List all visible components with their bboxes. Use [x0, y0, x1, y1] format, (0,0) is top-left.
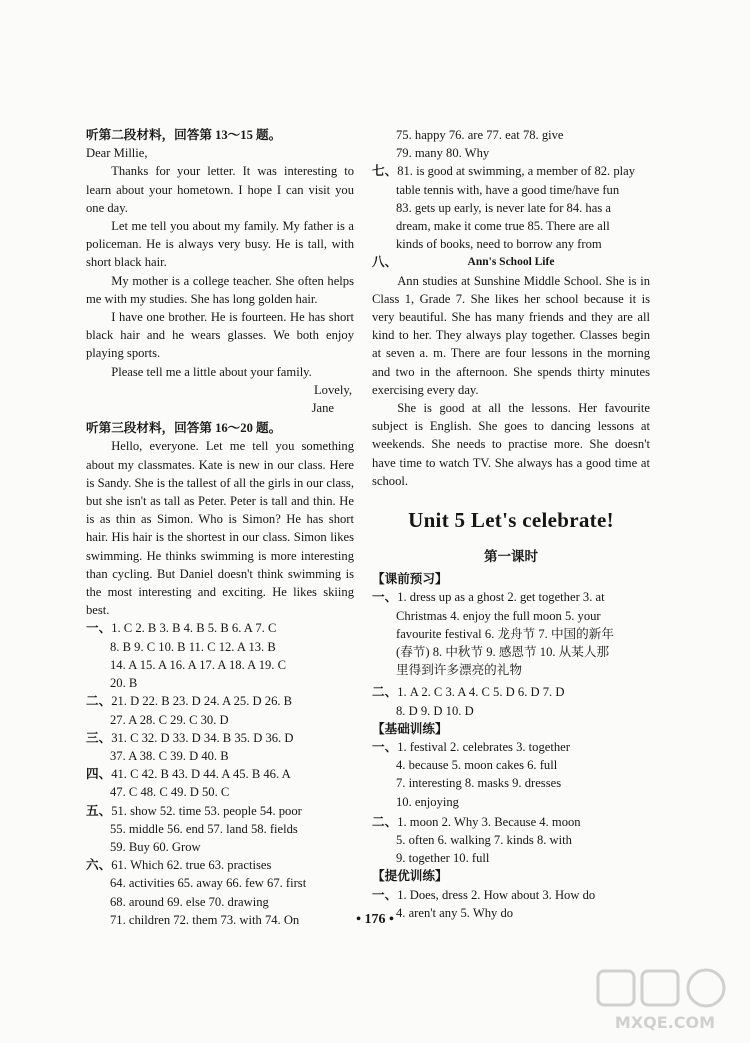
answer-line: 4. aren't any 5. Why do — [396, 905, 514, 920]
answer-line: (春节) 8. 中秋节 9. 感恩节 10. 从某人那 — [396, 645, 610, 660]
letter-signature: Jane — [311, 401, 334, 416]
lesson-title: 第一课时 — [484, 549, 538, 564]
answer-line: 59. Buy 60. Grow — [110, 839, 201, 854]
answer-line: 75. happy 76. are 77. eat 78. give — [396, 128, 564, 142]
unit-title: Unit 5 Let's celebrate! — [408, 508, 614, 532]
preview-box-heading: 【课前预习】 — [372, 572, 448, 587]
answer-line: 64. activities 65. away 66. few 67. first — [110, 876, 307, 891]
answer-line: 七、81. is good at swimming, a member of 82. play — [372, 164, 636, 179]
answer-line: 8. D 9. D 10. D — [396, 703, 474, 718]
answer-group — [86, 729, 354, 765]
answer-line: favourite festival 6. 龙舟节 7. 中国的新年 — [396, 626, 614, 641]
answer-line: 六、61. Which 62. true 63. practises — [86, 858, 272, 873]
answer-line: table tennis with, have a good time/have fun — [396, 182, 620, 197]
letter-paragraph: My mother is a college teacher. She often helps me with my studies. She has long golden hair. — [86, 273, 354, 306]
letter-greeting: Dear Millie, — [86, 146, 148, 161]
letter-paragraph: Let me tell you about my family. My father is a policeman. He is always very busy. He is tall, with short black hair. — [86, 219, 354, 270]
answer-line: 10. enjoying — [396, 794, 459, 809]
answer-line: 三、31. C 32. D 33. D 34. B 35. D 36. D — [86, 730, 294, 745]
essay-paragraph: Ann studies at Sunshine Middle School. She is in Class 1, Grade 7. She likes her school because it is very beautiful. She has many friends and they are all kind to her. They always play together. Classes begin at seven a. m. There are four lessons in the morning and two in the afternoon. She spends thirty minutes exercising every day. — [372, 273, 650, 397]
speech-text: Hello, everyone. Let me tell you something about my classmates. Kate is new in our class. Here is Sandy. She is the tallest of all the girls in our class, but she isn't as tall as Peter. Peter is tall and thin. He is as thin as Simon. Who is Simon? He has short hair. His hair is the shortest in our class. Simon likes swimming. He thinks swimming is more interesting than cycling. But Daniel doesn't think swimming is the most interesting and exciting. He likes skiing best. — [86, 439, 354, 618]
answer-group-7 — [372, 162, 650, 253]
advance-box-heading: 【提优训练】 — [372, 869, 448, 884]
answer-line: 79. many 80. Why — [396, 146, 490, 161]
letter-paragraph: Please tell me a little about your family. — [111, 364, 312, 379]
answer-line: kinds of books, need to borrow any from — [396, 237, 602, 252]
answer-line: 8. B 9. C 10. B 11. C 12. A 13. B — [110, 639, 276, 654]
letter-paragraph: I have one brother. He is fourteen. He has short black hair and he wears glasses. We both enjoy playing sports. — [86, 310, 354, 361]
answer-line: 37. A 38. C 39. D 40. B — [110, 748, 229, 763]
answer-line: 一、1. Does, dress 2. How about 3. How do — [372, 887, 596, 902]
right-column-bottom — [372, 540, 650, 922]
answer-line: 四、41. C 42. B 43. D 44. A 45. B 46. A — [86, 767, 291, 782]
page-number: • 176 • — [356, 912, 394, 927]
answer-line: 一、1. festival 2. celebrates 3. together — [372, 740, 570, 755]
answer-line: 二、21. D 22. B 23. D 24. A 25. D 26. B — [86, 694, 293, 709]
answer-line: 5. often 6. walking 7. kinds 8. with — [396, 833, 572, 848]
watermark-icon — [590, 965, 740, 1035]
answer-line: 一、1. C 2. B 3. B 4. B 5. B 6. A 7. C — [86, 621, 277, 636]
answer-line: 47. C 48. C 49. D 50. C — [110, 785, 230, 800]
answers-block — [86, 619, 354, 928]
answer-group-8-header: 八、 Ann's School Life — [372, 253, 650, 271]
answer-line: 27. A 28. C 29. C 30. D — [110, 712, 229, 727]
answer-line: Christmas 4. enjoy the full moon 5. your — [396, 608, 601, 623]
answer-line: 7. interesting 8. masks 9. dresses — [396, 776, 562, 791]
answer-group — [372, 738, 650, 811]
left-column — [86, 126, 354, 929]
answer-line: dream, make it come true 85. There are all — [396, 219, 610, 234]
right-column-top — [372, 126, 650, 490]
essay-title: Ann's School Life — [467, 256, 555, 269]
watermark-logo — [590, 965, 740, 1035]
answer-line: 68. around 69. else 70. drawing — [110, 894, 269, 909]
section-heading-3: 听第三段材料，回答第 16～20 题。 — [86, 421, 282, 436]
basic-box-heading: 【基础训练】 — [372, 721, 448, 736]
answer-line: 一、1. dress up as a ghost 2. get together 3. at — [372, 590, 605, 605]
svg-text:MXQE.COM: MXQE.COM — [614, 1013, 716, 1032]
answer-line: 里得到许多漂亮的礼物 — [396, 663, 522, 678]
answer-line: 二、1. moon 2. Why 3. Because 4. moon — [372, 814, 581, 829]
answer-line: 83. gets up early, is never late for 84. has a — [396, 200, 611, 215]
answer-line: 71. children 72. them 73. with 74. On — [110, 912, 300, 927]
answer-group — [372, 813, 650, 868]
letter-closing: Lovely, — [313, 382, 352, 397]
answer-line: 20. B — [110, 676, 138, 691]
answer-line: 五、51. show 52. time 53. people 54. poor — [86, 803, 302, 818]
letter-paragraph: Thanks for your letter. It was interesting to learn about your hometown. I hope I can visit you one day. — [86, 164, 354, 215]
answer-group — [372, 683, 650, 719]
answer-line: 4. because 5. moon cakes 6. full — [396, 758, 558, 773]
answer-group — [86, 692, 354, 728]
section-heading-2: 听第二段材料，回答第 13～15 题。 — [86, 128, 282, 142]
answer-group — [372, 588, 650, 679]
essay-paragraph: She is good at all the lessons. Her favourite subject is English. She goes to dancing lessons at weekends. She needs to practise more. She doesn't have time to watch TV. She always has a good time at school. — [372, 401, 650, 488]
answer-line: 14. A 15. A 16. A 17. A 18. A 19. C — [110, 657, 287, 672]
answer-group — [86, 619, 354, 692]
answer-line: 二、1. A 2. C 3. A 4. C 5. D 6. D 7. D — [372, 685, 565, 700]
answer-line: 55. middle 56. end 57. land 58. fields — [110, 821, 298, 836]
answer-group — [86, 765, 354, 801]
answer-group — [86, 802, 354, 857]
answer-line: 9. together 10. full — [396, 851, 490, 866]
